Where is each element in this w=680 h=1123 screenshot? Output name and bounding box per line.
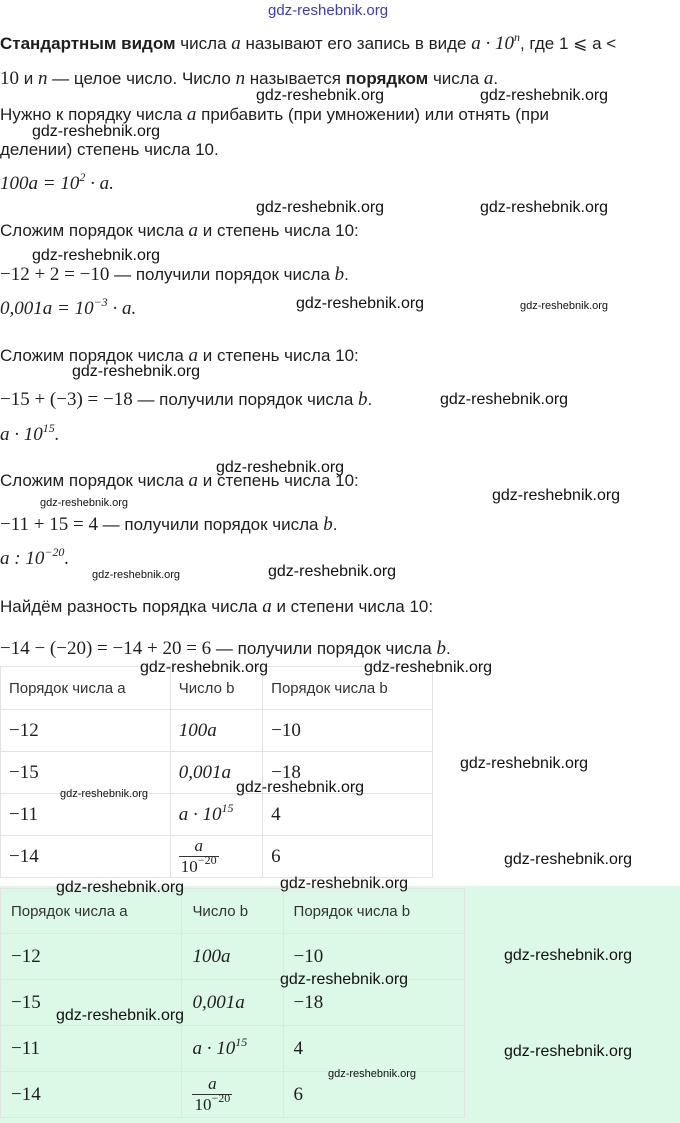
rule-line-2: делении) степень числа 10.: [0, 140, 219, 159]
watermark: gdz-reshebnik.org: [92, 569, 181, 581]
watermark: gdz-reshebnik.org: [480, 87, 609, 104]
watermark: gdz-reshebnik.org: [504, 1043, 633, 1060]
text: и: [19, 69, 38, 88]
add-line-1: Сложим порядок числа a и степень числа 10:: [0, 220, 359, 241]
cell: −14: [1, 1072, 182, 1118]
text: числа: [175, 34, 232, 53]
watermark: gdz-reshebnik.org: [460, 755, 589, 772]
order-table: [0, 666, 433, 878]
var-n: n: [37, 68, 48, 89]
header-order-b: Порядок числа b: [263, 667, 433, 710]
watermark: gdz-reshebnik.org: [256, 87, 385, 104]
cell: −11: [1, 794, 171, 836]
watermark: gdz-reshebnik.org: [216, 459, 345, 476]
order-table-highlighted: [0, 888, 465, 1118]
calc-3: −11 + 15 = 4 — получили порядок числа b.: [0, 514, 338, 535]
fraction: $\frac{a}{10^{-20}}$: [180, 836, 217, 876]
watermark: gdz-reshebnik.org: [40, 497, 129, 509]
header-number-b: Число b: [170, 667, 262, 710]
cell: −18: [283, 980, 464, 1026]
cell: −10: [263, 710, 433, 752]
watermark: gdz-reshebnik.org: [504, 851, 633, 868]
watermark: gdz-reshebnik.org: [268, 563, 397, 580]
text: называется: [245, 69, 346, 88]
cell: 6: [263, 836, 433, 878]
var-a: a: [186, 104, 197, 125]
text: прибавить (при умножении) или отнять (при: [196, 105, 550, 124]
header-order-b: Порядок числа b: [283, 889, 464, 934]
form-expression: $a \cdot 10^n$: [471, 30, 520, 54]
text: .: [493, 69, 499, 88]
cell: 100a: [170, 710, 262, 752]
text: называют его запись в виде: [240, 34, 472, 53]
watermark: gdz-reshebnik.org: [236, 779, 365, 796]
text: — целое число. Число: [47, 69, 236, 88]
var-a: a: [483, 68, 494, 89]
watermark: gdz-reshebnik.org: [32, 247, 161, 264]
cell: 4: [263, 794, 433, 836]
num: 10: [0, 68, 19, 89]
watermark: gdz-reshebnik.org: [72, 363, 201, 380]
watermark: gdz-reshebnik.org: [440, 391, 569, 408]
term-order: порядком: [345, 69, 429, 88]
var-n: n: [235, 68, 246, 89]
watermark: gdz-reshebnik.org: [280, 971, 409, 988]
cell: $a \cdot 10^{15}$: [170, 794, 262, 836]
cell: 0,001a: [170, 752, 262, 794]
cell: 6: [283, 1072, 464, 1118]
watermark: gdz-reshebnik.org: [328, 1068, 417, 1080]
term-standard-form: Стандартным видом: [0, 34, 176, 53]
fraction: $\frac{a}{10^{-20}}$: [194, 1074, 231, 1114]
watermark: gdz-reshebnik.org: [140, 659, 269, 676]
expression-2: $0,001a = 10^{-3} \cdot a$.: [0, 295, 137, 319]
watermark: gdz-reshebnik.org: [492, 487, 621, 504]
cell: 0,001a: [182, 980, 283, 1026]
expression-3: $a \cdot 10^{15}$.: [0, 421, 60, 445]
add-line-3: Сложим порядок числа a и степень числа 10:: [0, 470, 359, 491]
cell: −10: [283, 934, 464, 980]
watermark: gdz-reshebnik.org: [520, 300, 609, 312]
header-number-b: Число b: [182, 889, 283, 934]
text: Нужно к порядку числа: [0, 105, 187, 124]
var-a: a: [231, 33, 241, 54]
watermark: gdz-reshebnik.org: [504, 947, 633, 964]
calc-2: −15 + (−3) = −18 — получили порядок числа b.: [0, 389, 373, 410]
cell: −15: [1, 980, 182, 1026]
watermark: gdz-reshebnik.org: [256, 199, 385, 216]
cell: 4: [283, 1026, 464, 1072]
table-row: [1, 1026, 465, 1072]
definition-line-2: [0, 68, 498, 90]
header-order-a: Порядок числа a: [1, 889, 182, 934]
header-order-a: Порядок числа a: [1, 667, 171, 710]
table-row: [1, 836, 433, 878]
calc-4: −14 − (−20) = −14 + 20 = 6 — получили порядок числа b.: [0, 638, 451, 659]
cell: −12: [1, 934, 182, 980]
expression-4: a : $10^{-20}$.: [0, 545, 70, 569]
cell: [182, 1072, 283, 1118]
expression-1: $100a = 10^2 \cdot a$.: [0, 170, 114, 194]
cell: $a \cdot 10^{15}$: [182, 1026, 283, 1072]
watermark: gdz-reshebnik.org: [60, 788, 149, 800]
watermark: gdz-reshebnik.org: [32, 123, 161, 140]
add-line-2: Сложим порядок числа a и степень числа 10:: [0, 345, 359, 366]
cell: −15: [1, 752, 171, 794]
watermark: gdz-reshebnik.org: [56, 1007, 185, 1024]
cell: −14: [1, 836, 171, 878]
cell: −18: [263, 752, 433, 794]
cell: −11: [1, 1026, 182, 1072]
table-row: [1, 710, 433, 752]
diff-line: Найдём разность порядка числа a и степени числа 10:: [0, 596, 434, 617]
calc-1: −12 + 2 = −10 — получили порядок числа b.: [0, 264, 349, 285]
definition-line-1: [0, 30, 617, 55]
watermark: gdz-reshebnik.org: [280, 875, 409, 892]
condition: , где 1 ⩽ a <: [519, 34, 617, 53]
watermark: gdz-reshebnik.org: [364, 659, 493, 676]
watermark: gdz-reshebnik.org: [56, 879, 185, 896]
watermark: gdz-reshebnik.org: [296, 295, 425, 312]
text: числа: [428, 69, 484, 88]
cell: −12: [1, 710, 171, 752]
watermark: gdz-reshebnik.org: [480, 199, 609, 216]
cell: [170, 836, 262, 878]
watermark-top: gdz-reshebnik.org: [268, 2, 389, 19]
cell: 100a: [182, 934, 283, 980]
